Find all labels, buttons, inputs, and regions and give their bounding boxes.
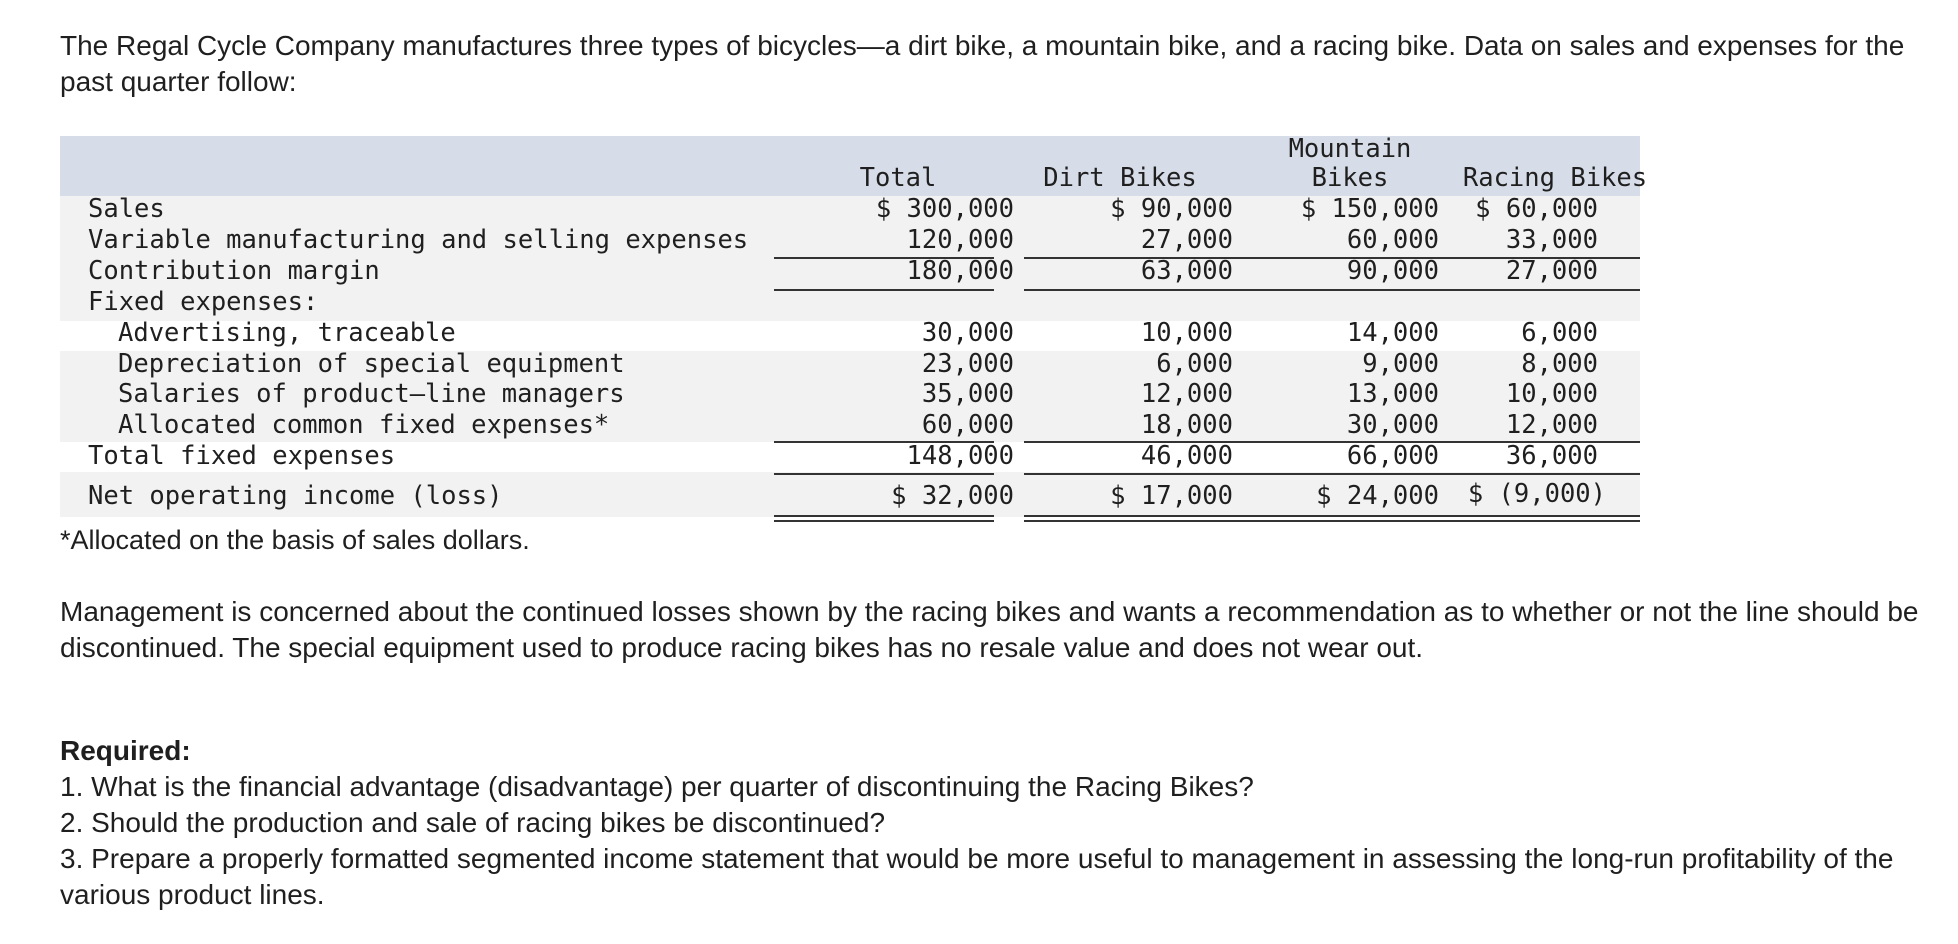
cell-net-total: $ 32,000 (891, 481, 1014, 511)
cell-advertising-mountain: 14,000 (1346, 318, 1439, 348)
row-label-salaries: Salaries of product–line managers (118, 379, 625, 409)
cell-advertising-total: 30,000 (921, 318, 1014, 348)
cell-allocated-total: 60,000 (921, 410, 1014, 440)
double-underline-rule (1024, 515, 1235, 522)
question-2: 2. Should the production and sale of racing bikes be discontinued? (60, 807, 886, 838)
row-label-net-operating-income: Net operating income (loss) (88, 481, 503, 511)
cell-salaries-dirt: 12,000 (1140, 379, 1233, 409)
cell-depreciation-dirt: 6,000 (1156, 349, 1233, 379)
cell-contribution-mountain: 90,000 (1346, 256, 1439, 286)
cell-salaries-total: 35,000 (921, 379, 1014, 409)
footnote: *Allocated on the basis of sales dollars. (60, 525, 530, 555)
header-racing-bikes: Racing Bikes (1462, 163, 1648, 193)
row-label-advertising: Advertising, traceable (118, 318, 456, 348)
cell-advertising-dirt: 10,000 (1140, 318, 1233, 348)
cell-net-racing: $ (9,000) (1467, 479, 1606, 509)
cell-total-fixed-dirt: 46,000 (1140, 441, 1233, 471)
underline-rule (1446, 473, 1640, 475)
header-mountain-bikes-line2: Bikes (1311, 163, 1389, 193)
double-underline-rule (1446, 515, 1640, 522)
cell-total-fixed-total: 148,000 (906, 441, 1014, 471)
row-label-allocated-common: Allocated common fixed expenses* (118, 410, 610, 440)
cell-salaries-racing: 10,000 (1505, 379, 1598, 409)
header-total: Total (859, 163, 937, 193)
underline-rule (1024, 289, 1235, 291)
cell-allocated-racing: 12,000 (1505, 410, 1598, 440)
underline-rule (1235, 289, 1446, 291)
cell-depreciation-racing: 8,000 (1521, 349, 1598, 379)
cell-variable-total: 120,000 (906, 225, 1014, 255)
underline-rule (1235, 473, 1446, 475)
cell-sales-racing: $ 60,000 (1475, 194, 1598, 224)
double-underline-rule (774, 515, 994, 522)
double-underline-rule (1235, 515, 1446, 522)
cell-total-fixed-racing: 36,000 (1505, 441, 1598, 471)
header-mountain-bikes-line1: Mountain (1288, 134, 1412, 164)
cell-variable-mountain: 60,000 (1346, 225, 1439, 255)
question-1: 1. What is the financial advantage (disadvantage) per quarter of discontinuing the Racing Bikes? (60, 771, 1254, 802)
cell-depreciation-mountain: 9,000 (1362, 349, 1439, 379)
intro-paragraph: The Regal Cycle Company manufactures three types of bicycles—a dirt bike, a mountain bike, and a racing bike. Data on sales and expenses for the past quarter follow: (60, 30, 1905, 97)
cell-contribution-dirt: 63,000 (1140, 256, 1233, 286)
cell-sales-mountain: $ 150,000 (1300, 194, 1439, 224)
row-label-total-fixed: Total fixed expenses (88, 441, 396, 471)
cell-variable-racing: 33,000 (1505, 225, 1598, 255)
required-title: Required: (60, 735, 191, 766)
cell-net-dirt: $ 17,000 (1110, 481, 1233, 511)
required-section (60, 733, 1940, 913)
row-label-sales: Sales (88, 194, 165, 224)
row-label-variable-expenses: Variable manufacturing and selling expenses (88, 225, 749, 255)
cell-total-fixed-mountain: 66,000 (1346, 441, 1439, 471)
cell-allocated-mountain: 30,000 (1346, 410, 1439, 440)
row-label-contribution-margin: Contribution margin (88, 256, 380, 286)
row-label-fixed-expenses: Fixed expenses: (88, 287, 319, 317)
cell-advertising-racing: 6,000 (1521, 318, 1598, 348)
cell-sales-dirt: $ 90,000 (1110, 194, 1233, 224)
cell-contribution-racing: 27,000 (1505, 256, 1598, 286)
cell-allocated-dirt: 18,000 (1140, 410, 1233, 440)
underline-rule (1446, 289, 1640, 291)
cell-variable-dirt: 27,000 (1140, 225, 1233, 255)
question-3: 3. Prepare a properly formatted segmented income statement that would be more useful to management in assessing the long-run profitability of the various product lines. (60, 843, 1894, 910)
underline-rule (774, 473, 994, 475)
management-concern-paragraph: Management is concerned about the continued losses shown by the racing bikes and wants a recommendation as to whether or not the line should be discontinued. The special equipment used to produce racing bikes has no resale value and does not wear out. (60, 596, 1919, 663)
cell-net-mountain: $ 24,000 (1316, 481, 1439, 511)
income-statement-table (60, 134, 1648, 524)
cell-depreciation-total: 23,000 (921, 349, 1014, 379)
header-dirt-bikes: Dirt Bikes (1043, 163, 1197, 193)
cell-contribution-total: 180,000 (906, 256, 1014, 286)
underline-rule (1024, 473, 1235, 475)
underline-rule (774, 289, 994, 291)
cell-sales-total: $ 300,000 (875, 194, 1014, 224)
row-label-depreciation: Depreciation of special equipment (118, 349, 625, 379)
cell-salaries-mountain: 13,000 (1346, 379, 1439, 409)
